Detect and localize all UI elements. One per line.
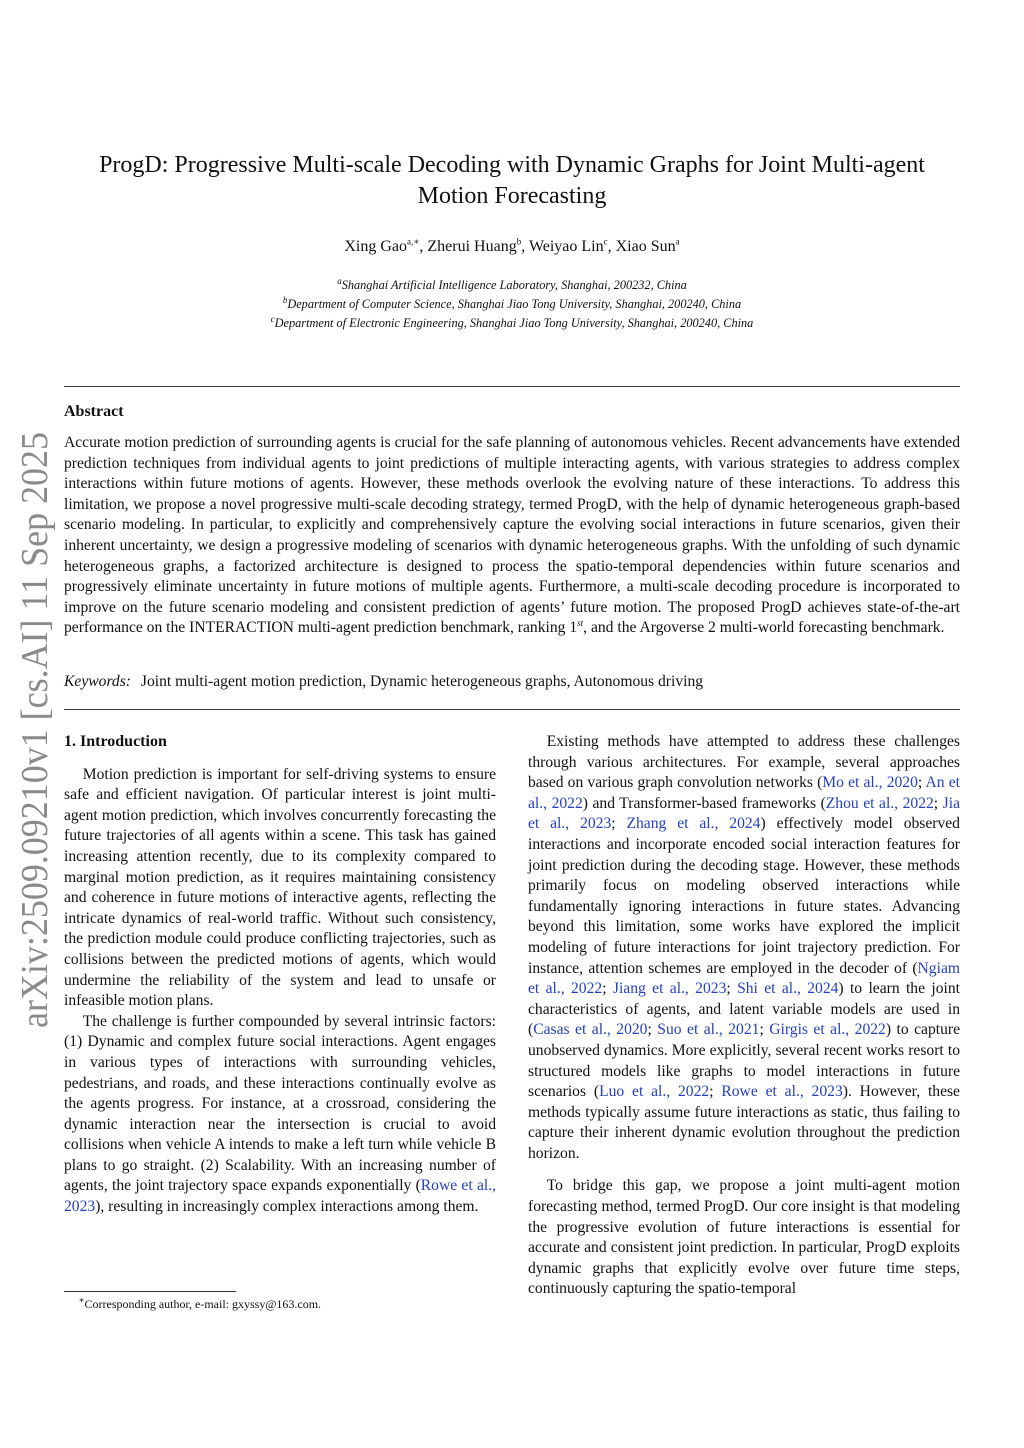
paragraph-text: ; — [917, 774, 926, 792]
citation-link[interactable]: Casas et al., 2020 — [533, 1021, 648, 1039]
footnote — [64, 1297, 496, 1312]
author-sup: c — [603, 236, 608, 247]
rank-sup: st — [577, 618, 584, 629]
citation-link[interactable]: Shi et al., 2024 — [737, 980, 839, 998]
abstract-text — [64, 433, 960, 639]
arxiv-watermark — [5, 430, 65, 1030]
paragraph-text: ; — [647, 1021, 658, 1039]
paragraph-text: ) to capture unobserved dynamics. More explicitly, several recent works resort to structured models like graphs to model interactions in future scenarios ( — [528, 1021, 960, 1101]
paragraph-text: ; — [933, 794, 943, 812]
author-name: Xing Gao — [344, 238, 408, 255]
paragraph-text: ). However, these methods typically assume future interactions as static, thus failing to capture their inherent dynamic evolution throughout the prediction horizon. — [528, 1083, 960, 1162]
intro-paragraph-2 — [64, 1012, 496, 1218]
citation-link[interactable]: Zhang et al., 2024 — [626, 815, 761, 833]
paragraph-text: The challenge is further compounded by several intrinsic factors: (1) Dynamic and complex future social interactions. Agent engages in various types of interactions with surrounding vehicles, pedestrians, and roads, and these interactions continually evolve as the agents progress. For instance, at a crossroad, considering the dynamic interaction near the intersection is crucial to avoid collisions when vehicle A intends to make a left turn while vehicle B plans to go straight. (2) Scalability. With an increasing number of agents, the joint trajectory space expands exponentially ( — [64, 1012, 496, 1195]
affiliations — [64, 276, 960, 333]
citation-link[interactable]: Suo et al., 2021 — [657, 1021, 760, 1039]
citation-link[interactable]: Jiang et al., 2023 — [612, 980, 727, 998]
keywords — [64, 673, 703, 691]
affiliation-sup: b — [282, 294, 288, 305]
abstract-heading: Abstract — [64, 403, 124, 420]
paragraph-text: ; — [602, 980, 613, 998]
author-sup: a,∗ — [407, 236, 420, 247]
affiliation-text: Department of Computer Science, Shanghai Jiao Tong University, Shanghai, 200240, China — [287, 297, 742, 311]
affiliation-line — [64, 314, 960, 333]
citation-link[interactable]: Luo et al., 2022 — [599, 1083, 710, 1101]
arxiv-id: arXiv:2509.09210v1 [cs.AI] 11 Sep 2025 — [14, 430, 56, 1028]
footnote-text: Corresponding author, e-mail: gxyssy@163.com. — [84, 1297, 322, 1311]
affiliation-text: Department of Electronic Engineering, Shanghai Jiao Tong University, Shanghai, 200240, China — [274, 316, 754, 330]
paragraph-text: ) effectively model observed interactions and incorporate encoded social interaction features for joint prediction during the decoding stage. However, these methods primarily focus on modeling observed interactions while fundamentally ignoring interactions in future states. Advancing beyond this limitation, some works have explored the implicit modeling of future interactions for joint trajectory prediction. For instance, attention schemes are employed in the decoder of ( — [528, 815, 960, 977]
intro-paragraph-3 — [528, 732, 960, 1164]
divider-bottom — [64, 709, 960, 710]
footnote-mark: ∗ — [78, 1295, 85, 1305]
paragraph-text: Existing methods have attempted to address these challenges through various architectures. For example, several approaches based on various graph convolution networks ( — [528, 733, 960, 792]
citation-link[interactable]: Rowe et al., 2023 — [721, 1083, 843, 1101]
footnote-rule — [64, 1291, 236, 1292]
left-column — [64, 732, 496, 1218]
author-sup: b — [516, 236, 522, 247]
affiliation-sup: a — [337, 275, 342, 286]
paragraph-text: ), resulting in increasingly complex interactions among them. — [95, 1198, 479, 1216]
author-name: Xiao Sun — [615, 238, 676, 255]
author-sup: a — [675, 236, 680, 247]
section-heading: 1. Introduction — [64, 733, 167, 750]
right-column — [528, 732, 960, 1300]
citation-link[interactable]: Ngiam et al., 2022 — [528, 959, 960, 998]
author-name: Zherui Huang — [427, 238, 517, 255]
paper-title: ProgD: Progressive Multi-scale Decoding with Dynamic Graphs for Joint Multi-agent Motion Forecasting — [99, 152, 925, 209]
abstract-body-end: , and the Argoverse 2 multi-world forecasting benchmark. — [583, 619, 945, 637]
paragraph-text: ) to learn the joint characteristics of agents, and latent variable models are used in ( — [528, 980, 960, 1039]
affiliation-sup: c — [270, 313, 275, 324]
paragraph-text: ; — [759, 1021, 770, 1039]
citation-link[interactable]: An et al., 2022 — [528, 774, 960, 812]
keywords-label: Keywords: — [64, 673, 131, 690]
citation-link[interactable]: Girgis et al., 2022 — [769, 1021, 886, 1039]
paragraph-text: ; — [709, 1083, 722, 1101]
affiliation-text: Shanghai Artificial Intelligence Laboratory, Shanghai, 200232, China — [341, 278, 687, 292]
intro-paragraph-4: To bridge this gap, we propose a joint multi-agent motion forecasting method, termed ProgD. Our core insight is that modeling the progressive evolution of future interactions is essential for accurate and consistent joint prediction. In particular, ProgD exploits dynamic graphs that explicitly evolve over future time steps, continuously capturing the spatio-temporal — [528, 1177, 960, 1298]
author-list: Xing Gao$^{a,∗}$, Zherui Huang$^b$, Weiyao Lin$^c$, Xiao Sun$^a$ — [344, 236, 680, 255]
paragraph-text: ) and Transformer-based frameworks ( — [582, 794, 826, 812]
citation-link[interactable]: Rowe et al., 2023 — [64, 1177, 496, 1216]
divider-top — [64, 386, 960, 387]
abstract-body: Accurate motion prediction of surrounding agents is crucial for the safe planning of autonomous vehicles. Recent advancements have extended prediction techniques from individual agents to joint predictions of multiple interacting agents, with various strategies to address complex interactions within future motions of agents. However, these methods overlook the evolving nature of these interactions. To address this limitation, we propose a novel progressive multi-scale decoding strategy, termed ProgD, with the help of dynamic heterogeneous graph-based scenario modeling. In particular, to explicitly and comprehensively capture the evolving social interactions in future scenarios, given their inherent uncertainty, we design a progressive modeling of scenarios with dynamic heterogeneous graphs. With the unfolding of such dynamic heterogeneous graphs, a factorized architecture is designed to process the spatio-temporal dependencies within future scenarios and progressively eliminate uncertainty in future motions of multiple agents. Furthermore, a multi-scale decoding procedure is incorporated to improve on the future scenario modeling and consistent prediction of agents’ future motion. The proposed ProgD achieves state-of-the-art performance on the INTERACTION multi-agent prediction benchmark, ranking 1 — [64, 434, 960, 637]
affiliation-line — [64, 276, 960, 295]
citation-link[interactable]: Mo et al., 2020 — [822, 774, 918, 792]
affiliation-line — [64, 295, 960, 314]
keywords-text: Joint multi-agent motion prediction, Dynamic heterogeneous graphs, Autonomous driving — [140, 673, 704, 690]
intro-paragraph-1: Motion prediction is important for self-driving systems to ensure safe and efficient navigation. Of particular interest is joint multi-agent motion prediction, which involves concurrently forecasting the future trajectories of all agents within a scene. This task has gained increasing attention recently, due to its complexity compared to marginal motion prediction, as it requires maintaining consistency and coherence in future motions of interactive agents, reflecting the intricate dynamics of real-world traffic. Without such consistency, the prediction module could produce conflicting trajectories, such as collisions between the predicted motions of agents, which would undermine the reliability of the system and lead to unsafe or infeasible motion plans. — [64, 765, 496, 1010]
citation-link[interactable]: Zhou et al., 2022 — [825, 794, 934, 812]
paragraph-text: ; — [611, 815, 627, 833]
author-name: Weiyao Lin — [528, 238, 604, 255]
citation-link[interactable]: Jia et al., 2023 — [528, 794, 960, 833]
paragraph-text: ; — [726, 980, 738, 998]
